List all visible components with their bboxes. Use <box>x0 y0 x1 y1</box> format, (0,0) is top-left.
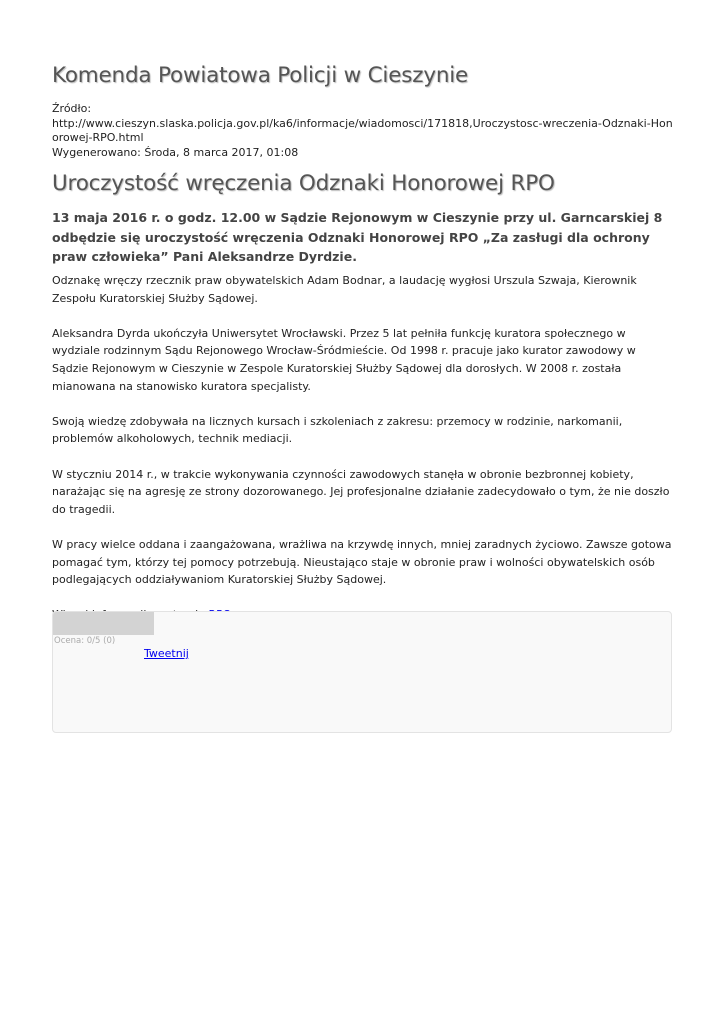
article-paragraph: Swoją wiedzę zdobywała na licznych kursach i szkoleniach z zakresu: przemocy w rodzinie, narkomanii, problemów alkoholowych, technik mediacji. <box>52 414 623 446</box>
article-lead: 13 maja 2016 r. o godz. 12.00 w Sądzie Rejonowym w Cieszynie przy ul. Garncarskiej 8 odbędzie się uroczystość wręczenia Odznaki Honorowej RPO „Za zasługi dla ochrony praw człowieka” Pani Aleksandrze Dyrdzie. <box>52 210 663 265</box>
article-paragraph: W pracy wielce oddana i zaangażowana, wrażliwa na krzywdę innych, mniej zaradnych życiowo. Zawsze gotowa pomagać tym, którzy tej pomocy potrzebują. Nieustająco staje w obronie praw i wolności obywatelskich osób podlegających oddziaływaniom Kuratorskiej Służby Sądowej. <box>52 537 672 587</box>
rating-box <box>52 611 672 733</box>
rating-label: Ocena: 0/5 (0) <box>54 636 116 646</box>
rating-stars-bar[interactable] <box>53 612 154 635</box>
tweet-link[interactable]: Tweetnij <box>144 647 189 660</box>
generated-date: Wygenerowano: Środa, 8 marca 2017, 01:08 <box>52 145 299 159</box>
site-title: Komenda Powiatowa Policji w Cieszynie <box>52 63 469 88</box>
source-url: http://www.cieszyn.slaska.policja.gov.pl/ka6/informacje/wiadomosci/171818,Uroczystosc-wreczenia-Odznaki-Honorowej-RPO.html <box>52 116 673 144</box>
article-title: Uroczystość wręczenia Odznaki Honorowej RPO <box>52 171 555 196</box>
source-label: Źródło: <box>52 102 92 115</box>
article-paragraph: Aleksandra Dyrda ukończyła Uniwersytet Wrocławski. Przez 5 lat pełniła funkcję kuratora społecznego w wydziale rodzinnym Sądu Rejonowego Wrocław-Śródmieście. Od 1998 r. pracuje jako kurator zawodowy w Sądzie Rejonowym w Cieszynie w Zespole Kuratorskiej Służby Sądowej dla dorosłych. W 2008 r. została mianowana na stanowisko kuratora specjalisty. <box>52 326 636 393</box>
article-paragraph: W styczniu 2014 r., w trakcie wykonywania czynności zawodowych stanęła w obronie bezbronnej kobiety, narażając się na agresję ze strony dozorowanego. Jej profesjonalne działanie zadecydowało o tym, że nie doszło do tragedii. <box>52 467 670 516</box>
article-body <box>52 272 674 641</box>
document-meta <box>52 102 674 160</box>
article-paragraph: Odznakę wręczy rzecznik praw obywatelskich Adam Bodnar, a laudację wygłosi Urszula Szwaja, Kierownik Zespołu Kuratorskiej Służby Sądowej. <box>52 274 637 305</box>
